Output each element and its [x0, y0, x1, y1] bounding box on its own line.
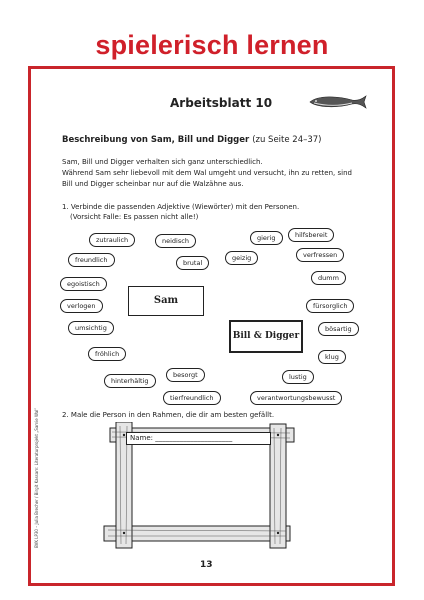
adjective-pill[interactable]: gierig	[250, 231, 283, 245]
adjective-pill[interactable]: hinterhältig	[104, 374, 156, 388]
worksheet-title: Arbeitsblatt 10	[170, 96, 273, 110]
page-reference: (zu Seite 24–37)	[252, 135, 322, 145]
adjective-pill[interactable]: besorgt	[166, 368, 205, 382]
intro-line: Sam, Bill und Digger verhalten sich ganz unterschiedlich.	[62, 158, 263, 166]
adjective-pill[interactable]: egoistisch	[60, 277, 107, 291]
whale-icon	[308, 93, 368, 111]
person-box-bill-digger[interactable]: Bill & Digger	[229, 320, 303, 353]
adjective-pill[interactable]: hilfsbereit	[288, 228, 334, 242]
page-number: 13	[200, 560, 213, 570]
side-credit: BVK LP30 – Julia Brecher / Birgit Kassam: Literaturprojekt „Samie Wal“	[34, 407, 39, 548]
adjective-pill[interactable]: bösartig	[318, 322, 359, 336]
adjective-pill[interactable]: fürsorglich	[306, 299, 354, 313]
intro-text	[62, 157, 362, 190]
intro-line: Bill und Digger scheinbar nur auf die Walzähne aus.	[62, 180, 244, 188]
subtitle-text: Beschreibung von Sam, Bill und Digger	[62, 135, 250, 145]
page-header: spielerisch lernen	[95, 30, 329, 60]
task-1	[62, 202, 299, 222]
adjective-pill[interactable]: zutraulich	[89, 233, 135, 247]
adjective-pill[interactable]: verlogen	[60, 299, 103, 313]
adjective-pill[interactable]: verantwortungsbewusst	[250, 391, 342, 405]
task-1-hint: (Vorsicht Falle: Es passen nicht alle!)	[70, 213, 199, 221]
adjective-pill[interactable]: brutal	[176, 256, 209, 270]
task-1-instruction: 1. Verbinde die passenden Adjektive (Wiewörter) mit den Personen.	[62, 203, 300, 211]
adjective-pill[interactable]: dumm	[311, 271, 346, 285]
adjective-pill[interactable]: tierfreundlich	[163, 391, 221, 405]
adjective-pill[interactable]: verfressen	[296, 248, 344, 262]
adjective-pill[interactable]: umsichtig	[68, 321, 114, 335]
intro-line: Während Sam sehr liebevoll mit dem Wal umgeht und versucht, ihn zu retten, sind	[62, 169, 352, 177]
person-box-sam[interactable]: Sam	[128, 286, 204, 316]
adjective-pill[interactable]: lustig	[282, 370, 314, 384]
section-subtitle	[62, 135, 322, 145]
adjective-pill[interactable]: freundlich	[68, 253, 115, 267]
adjective-pill[interactable]: klug	[318, 350, 346, 364]
task-2-instruction: 2. Male die Person in den Rahmen, die dir am besten gefällt.	[62, 411, 275, 419]
adjective-pill[interactable]: geizig	[225, 251, 258, 265]
adjective-pill[interactable]: fröhlich	[88, 347, 126, 361]
name-field[interactable]: Name: ______________________	[126, 432, 271, 445]
adjective-pill[interactable]: neidisch	[155, 234, 196, 248]
